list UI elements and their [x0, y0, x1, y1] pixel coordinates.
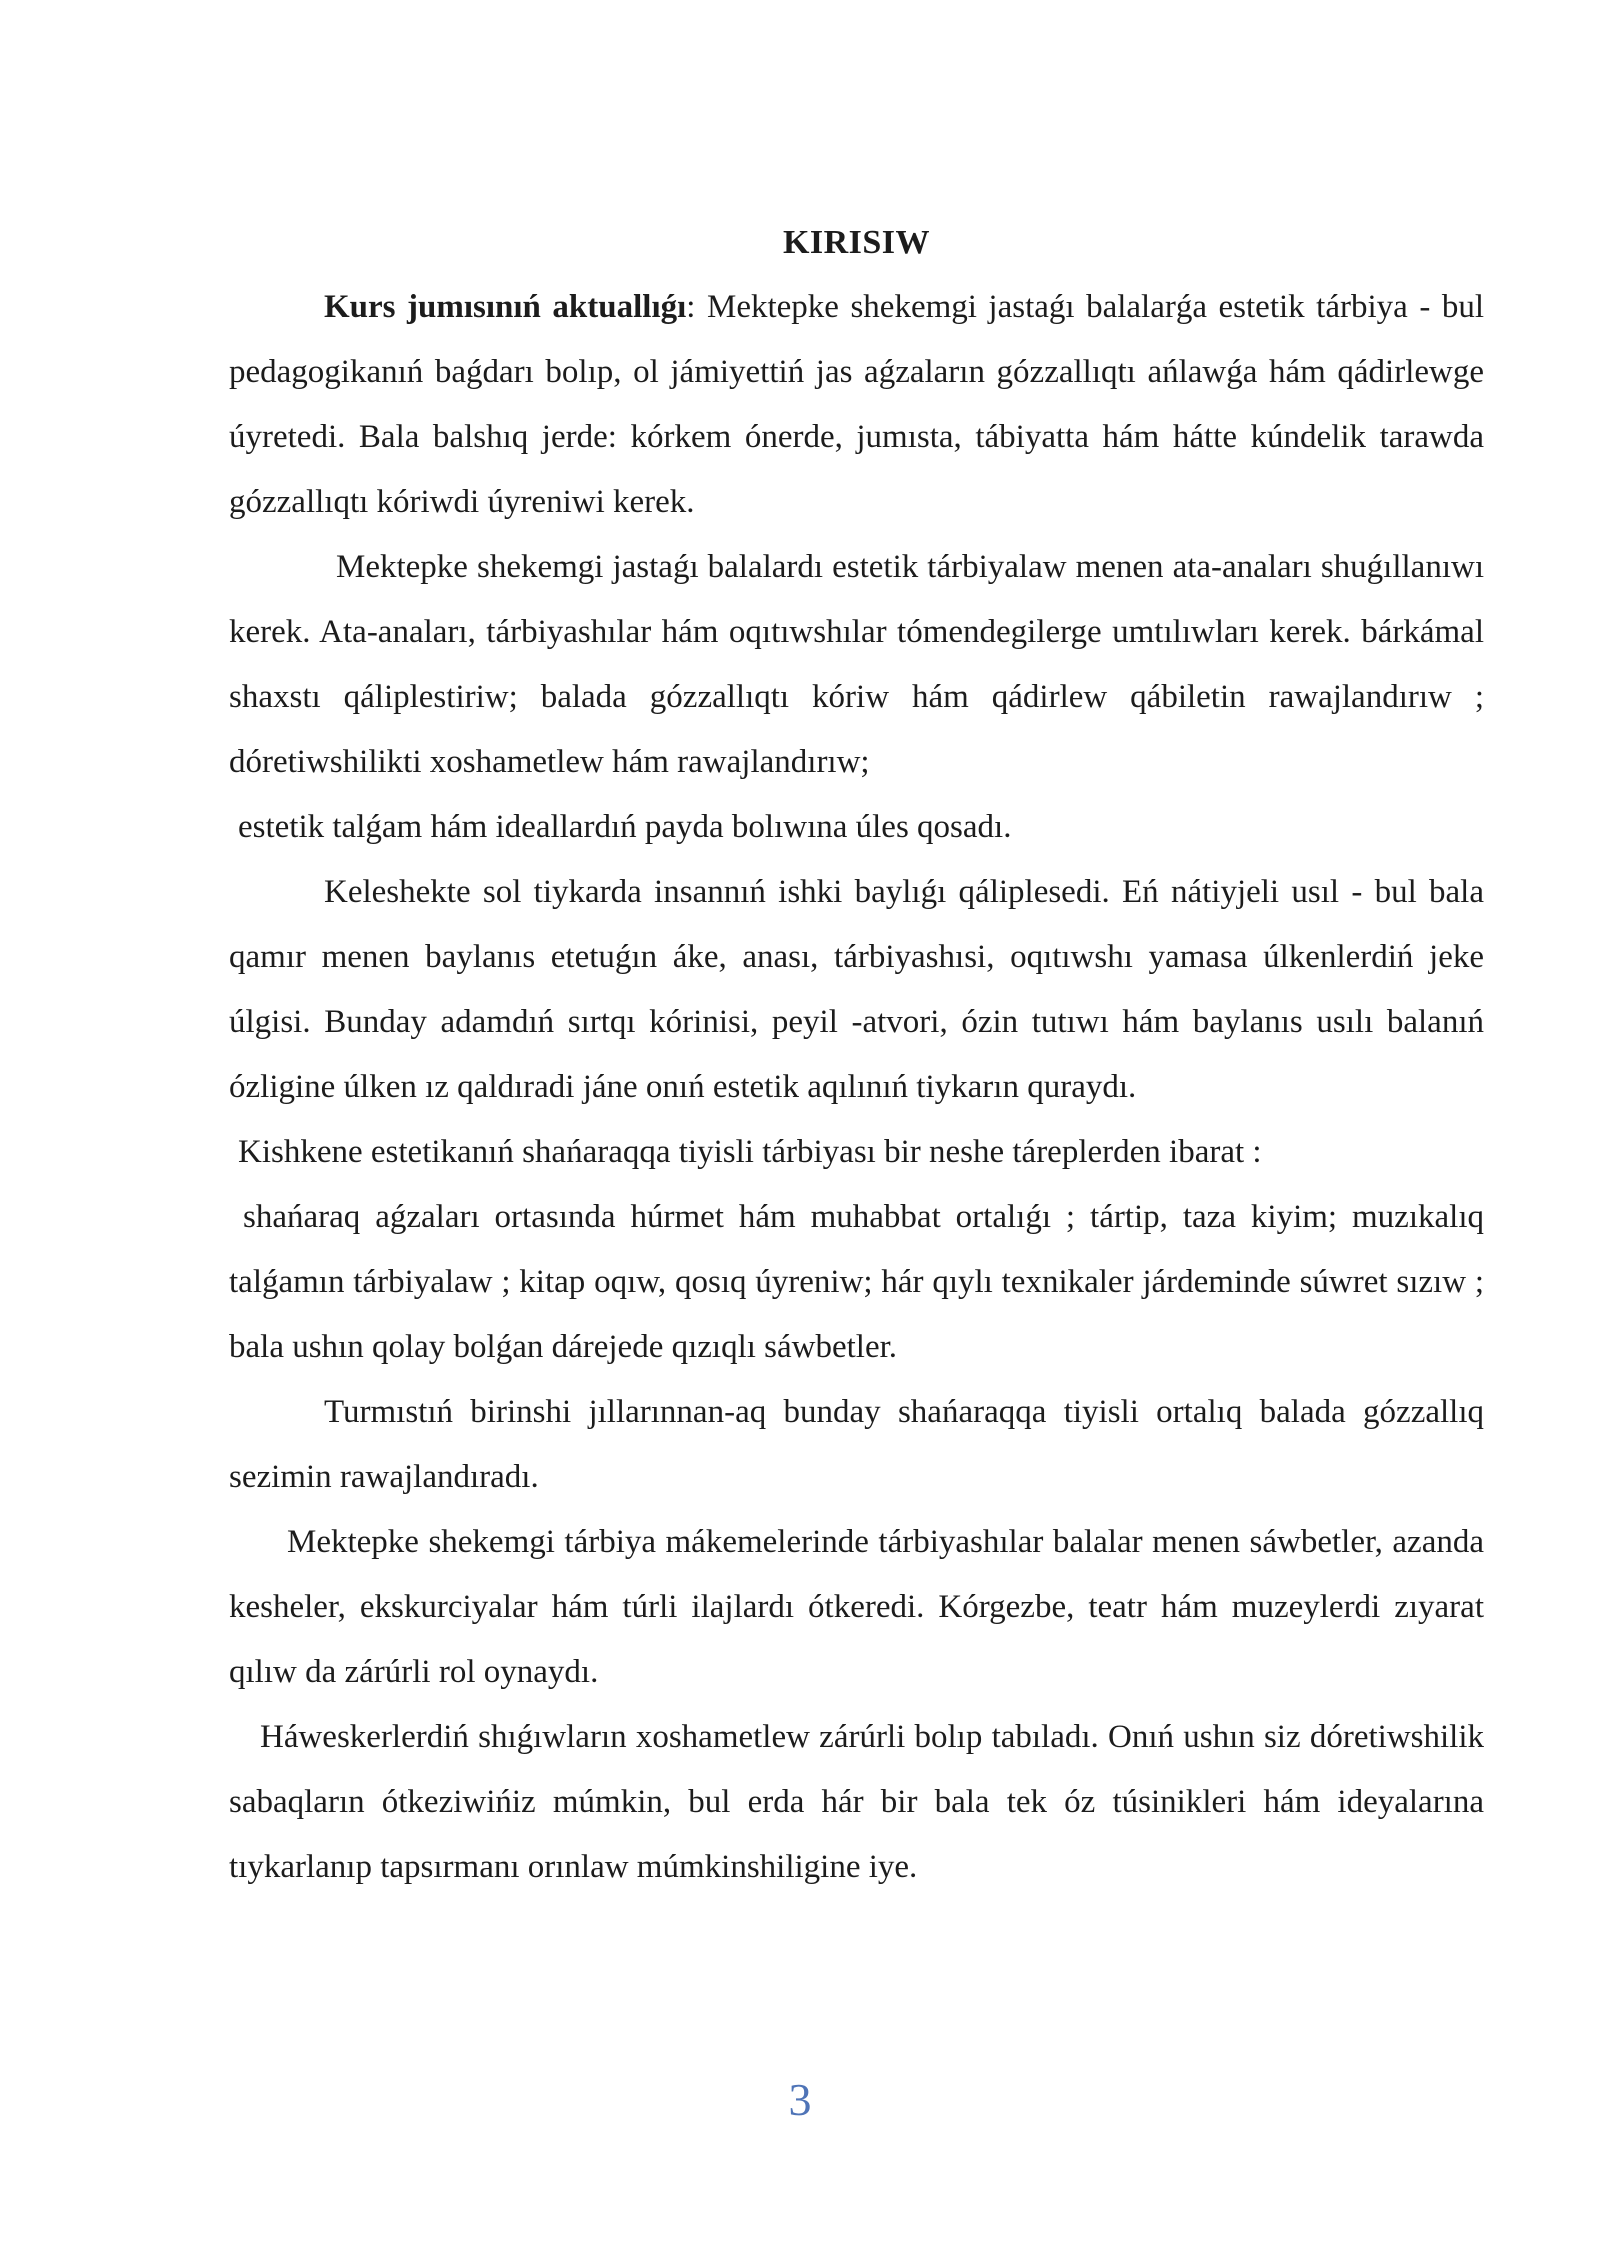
paragraph-institutions: Mektepke shekemgi tárbiya mákemelerinde tárbiyashılar balalar menen sáwbetler, azanda kesheler, ekskurciyalar hám túrli ilajlardı ótkeredi. Kórgezbe, teatr hám muzeylerdi zıyarat qılıw da zárúrli rol oynaydı.: [229, 1524, 1484, 1690]
relevance-lead: Kurs jumısınıń aktuallıǵı: [324, 289, 687, 325]
paragraph-inner-wealth: Keleshekte sol tiykarda insannıń ishki baylıǵı qáliplesedi. Eń nátiyjeli usıl - bul bala qamır menen baylanıs etetuǵın áke, anası, tárbiyashısi, oqıtıwshı yamasa úlkenlerdiń jeke úlgisi. Bunday adamdıń sırtqı kórinisi, peyil -atvori, ózin tutıwı hám baylanıs usılı balanıń ózligine úlken ız qaldıradi jáne onıń estetik aqılınıń tiykarın quraydı.: [229, 874, 1484, 1105]
document-body: [229, 210, 1484, 1900]
paragraph-parents: Mektepke shekemgi jastaǵı balalardı estetik tárbiyalaw menen ata-anaları shuǵıllanıwı kerek. Ata-anaları, tárbiyashılar hám oqıtıwshılar tómendegilerge umtılıwları kerek. bárkámal shaxstı qáliplestiriw; balada gózzallıqtı kóriw hám qádirlew qábiletin rawajlandırıw ; dóretiwshilikti xoshametlew hám rawajlandırıw;: [229, 549, 1484, 780]
paragraph-amateur-performances: Háweskerlerdiń shıǵıwların xoshametlew zárúrli bolıp tabıladı. Onıń ushın siz dóretiwshilik sabaqların ótkeziwińiz múmkin, bul erda hár bir bala tek óz túsinikleri hám ideyalarına tıykarlanıp tapsırmanı orınlaw múmkinshiligine iye.: [229, 1719, 1484, 1885]
paragraph-relevance: [229, 275, 1484, 535]
paragraph-early-years: Turmıstıń birinshi jıllarınnan-aq bunday shańaraqqa tiyisli ortalıq balada gózzallıq sezimin rawajlandıradı.: [229, 1394, 1484, 1495]
section-heading: KIRISIW: [782, 224, 931, 261]
relevance-text: : Mektepke shekemgi jastaǵı balalarǵa estetik tárbiya - bul pedagogikanıń baǵdarı bolıp, ol jámiyettiń jas aǵzaların gózzallıqtı ańlawǵa hám qádirlewge úyretedi. Bala balshıq jerde: kórkem ónerde, jumısta, tábiyatta hám hátte kúndelik tarawda gózzallıqtı kóriwdi úyreniwi kerek.: [229, 289, 1484, 520]
page-number: 3: [788, 2074, 812, 2125]
paragraph-parents-last-line: estetik talǵam hám ideallardıń payda bolıwına úles qosadı.: [238, 809, 1012, 845]
paragraph-family-list: shańaraq aǵzaları ortasında húrmet hám muhabbat ortalıǵı ; tártip, taza kiyim; muzıkalıq talǵamın tárbiyalaw ; kitap oqıw, qosıq úyreniw; hár qıylı texnikaler járdeminde súwret sızıw ; bala ushın qolay bolǵan dárejede qızıqlı sáwbetler.: [229, 1199, 1484, 1365]
paragraph-family-aspects: Kishkene estetikanıń shańaraqqa tiyisli tárbiyası bir neshe táreplerden ibarat :: [238, 1134, 1262, 1170]
